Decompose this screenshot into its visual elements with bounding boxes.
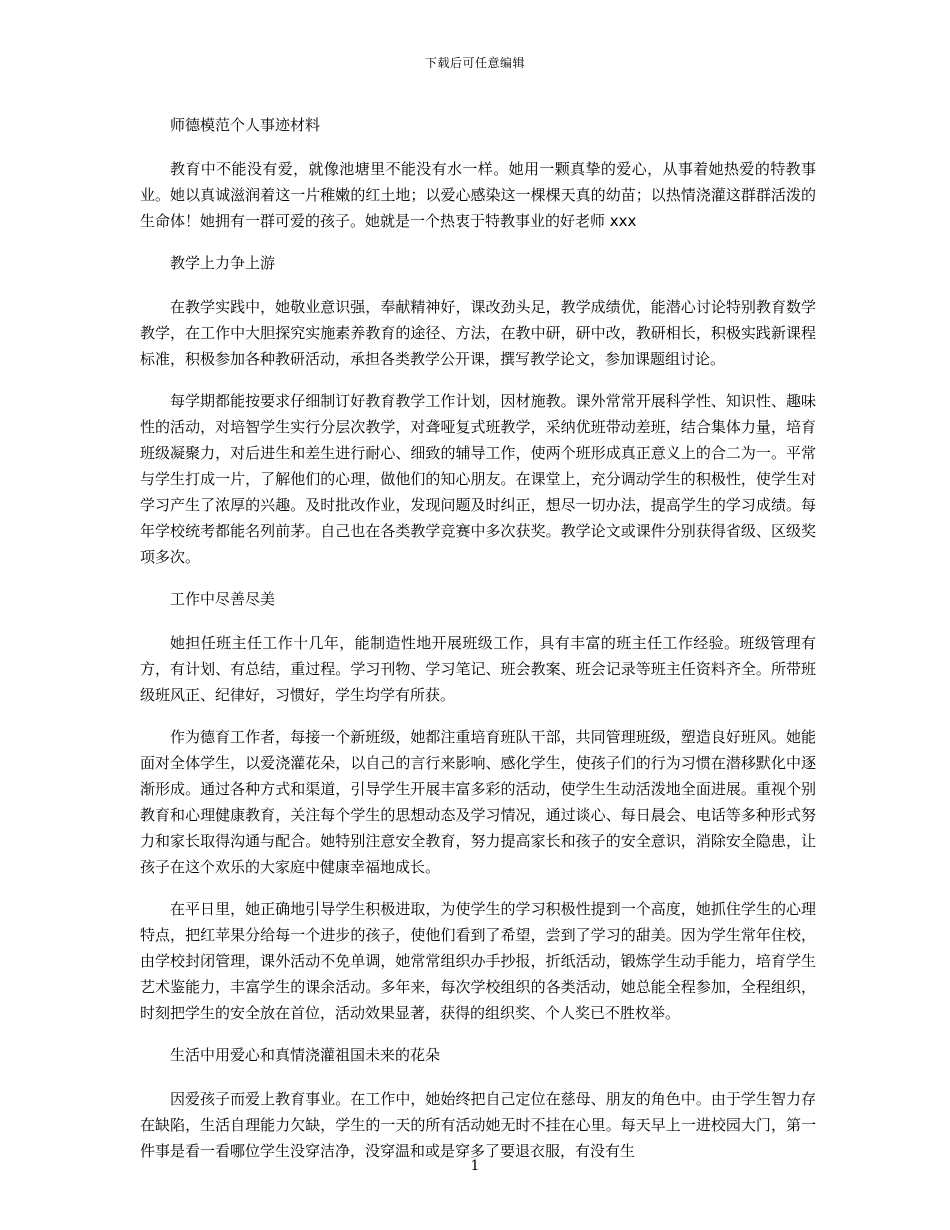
section-heading: 教学上力争上游 <box>170 254 276 272</box>
paragraph: 在教学实践中，她敬业意识强，奉献精神好，课改劲头足，教学成绩优，能潜心讨论特别教育数学教学，在工作中大胆探究实施素养教育的途径、方法，在教中研，研中改，教研相长，积极实践新课程标准，积极参加各种教研活动，承担各类教学公开课，撰写教学论文，参加课题组讨论。 <box>140 298 816 368</box>
paragraph: 因爱孩子而爱上教育事业。在工作中，她始终把自己定位在慈母、朋友的角色中。由于学生智力存在缺陷，生活自理能力欠缺，学生的一天的所有活动她无时不挂在心里。每天早上一进校园大门，第一件事是看一看哪位学生没穿洁净，没穿温和或是穿多了要退衣服，有没有生 <box>140 1090 816 1160</box>
paragraph: 在平日里，她正确地引导学生积极进取，为使学生的学习积极性提到一个高度，她抓住学生的心理特点，把红苹果分给每一个进步的孩子，使他们看到了希望，尝到了学习的甜美。因为学生常年住校，由学校封闭管理，课外活动不免单调，她常常组织办手抄报，折纸活动，锻炼学生动手能力，培育学生艺术鉴能力，丰富学生的课余活动。多年来，每次学校组织的各类活动，她总能全程参加，全程组织，时刻把学生的安全放在首位，活动效果显著，获得的组织奖、个人奖已不胜枚举。 <box>140 900 816 1022</box>
page-number: 1 <box>470 1158 480 1174</box>
page-header: 下载后可任意编辑 <box>424 56 525 70</box>
paragraph: 作为德育工作者，每接一个新班级，她都注重培育班队干部，共同管理班级，塑造良好班风。她能面对全体学生，以爱浇灌花朵，以自己的言行来影响、感化学生，使孩子们的行为习惯在潜移默化中逐渐形成。通过各种方式和渠道，引导学生开展丰富多彩的活动，使学生生动活泼地全面进展。重视个别教育和心理健康教育，关注每个学生的思想动态及学习情况，通过谈心、每日晨会、电话等多种形式努力和家长取得沟通与配合。她特别注意安全教育，努力提高家长和孩子的安全意识，消除安全隐患，让孩子在这个欢乐的大家庭中健康幸福地成长。 <box>140 728 816 876</box>
paragraph: 教育中不能没有爱，就像池塘里不能没有水一样。她用一颗真挚的爱心，从事着她热爱的特教事业。她以真诚滋润着这一片稚嫩的红土地；以爱心感染这一棵棵天真的幼苗；以热情浇灌这群群活泼的生命体！她拥有一群可爱的孩子。她就是一个热衷于特教事业的好老师 xxx <box>140 160 816 230</box>
section-heading: 生活中用爱心和真情浇灌祖国未来的花朵 <box>170 1046 441 1064</box>
paragraph: 每学期都能按要求仔细制订好教育教学工作计划，因材施教。课外常常开展科学性、知识性、趣味性的活动，对培智学生实行分层次教学，对聋哑复式班教学，采纳优班带动差班，结合集体力量，培育班级凝聚力，对后进生和差生进行耐心、细致的辅导工作，使两个班形成真正意义上的合二为一。平常与学生打成一片，了解他们的心理，做他们的知心朋友。在课堂上，充分调动学生的积极性，使学生对学习产生了浓厚的兴趣。及时批改作业，发现问题及时纠正，想尽一切办法，提高学生的学习成绩。每年学校统考都能名列前茅。自己也在各类教学竞赛中多次获奖。教学论文或课件分别获得省级、区级奖项多次。 <box>140 392 816 566</box>
document-title: 师德模范个人事迹材料 <box>170 116 321 134</box>
document-body <box>140 112 816 1180</box>
paragraph: 她担任班主任工作十几年，能制造性地开展班级工作，具有丰富的班主任工作经验。班级管理有方，有计划、有总结，重过程。学习刊物、学习笔记、班会教案、班会记录等班主任资料齐全。所带班级班风正、纪律好，习惯好，学生均学有所获。 <box>140 634 816 704</box>
section-heading: 工作中尽善尽美 <box>170 590 276 608</box>
